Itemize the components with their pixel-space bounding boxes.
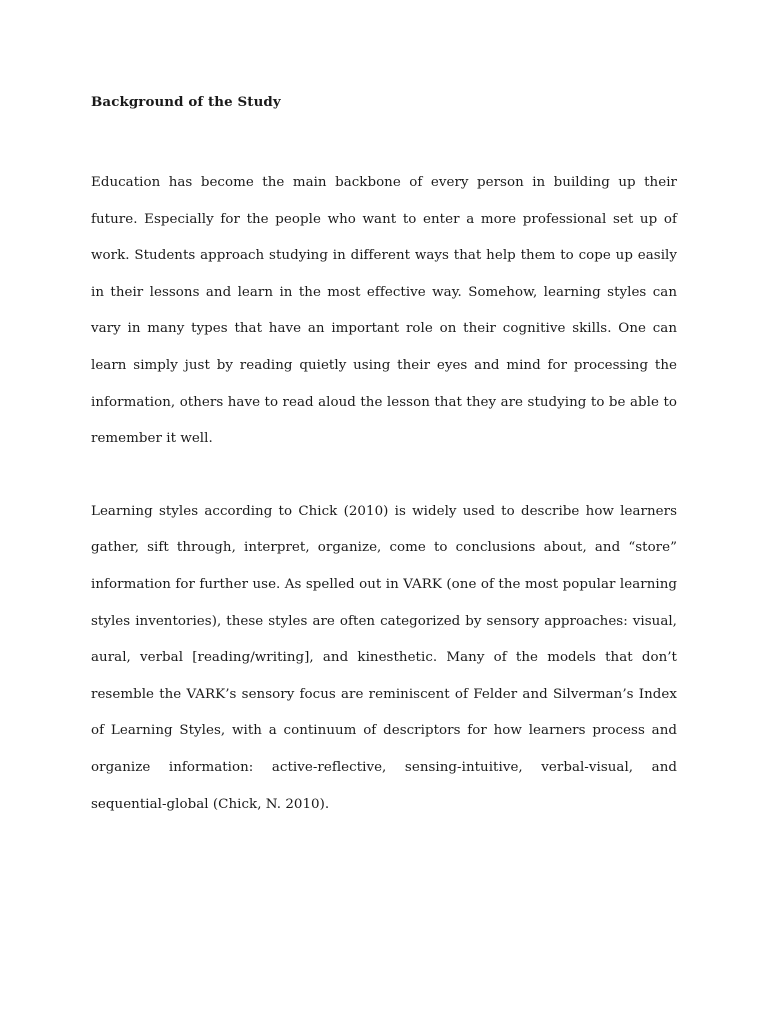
- paragraph-learning-styles: Learning styles according to Chick (2010) is widely used to describe how learners gather, sift through, interpret, organize, come to conclusions about, and “store” information for further use. As spelled out in VARK (one of the most popular learning styles inventories), these styles are often categorized by sensory approaches: visual, aural, verbal [reading/writing], and kinesthetic. Many of the models that don’t resemble the VARK’s sensory focus are reminiscent of Felder and Silverman’s Index of Learning Styles, with a continuum of descriptors for how learners process and organize information: active-reflective, sensing-intuitive, verbal-visual, and sequential-global (Chick, N. 2010).: [91, 503, 677, 812]
- section-heading: Background of the Study: [91, 94, 281, 110]
- paragraph-education: Education has become the main backbone of every person in building up their future. Especially for the people who want to enter a more professional set up of work. Students approach studying in different ways that help them to cope up easily in their lessons and learn in the most effective way. Somehow, learning styles can vary in many types that have an important role on their cognitive skills. One can learn simply just by reading quietly using their eyes and mind for processing the information, others have to read aloud the lesson that they are studying to be able to remember it well.: [91, 175, 677, 447]
- document-body: [91, 92, 677, 823]
